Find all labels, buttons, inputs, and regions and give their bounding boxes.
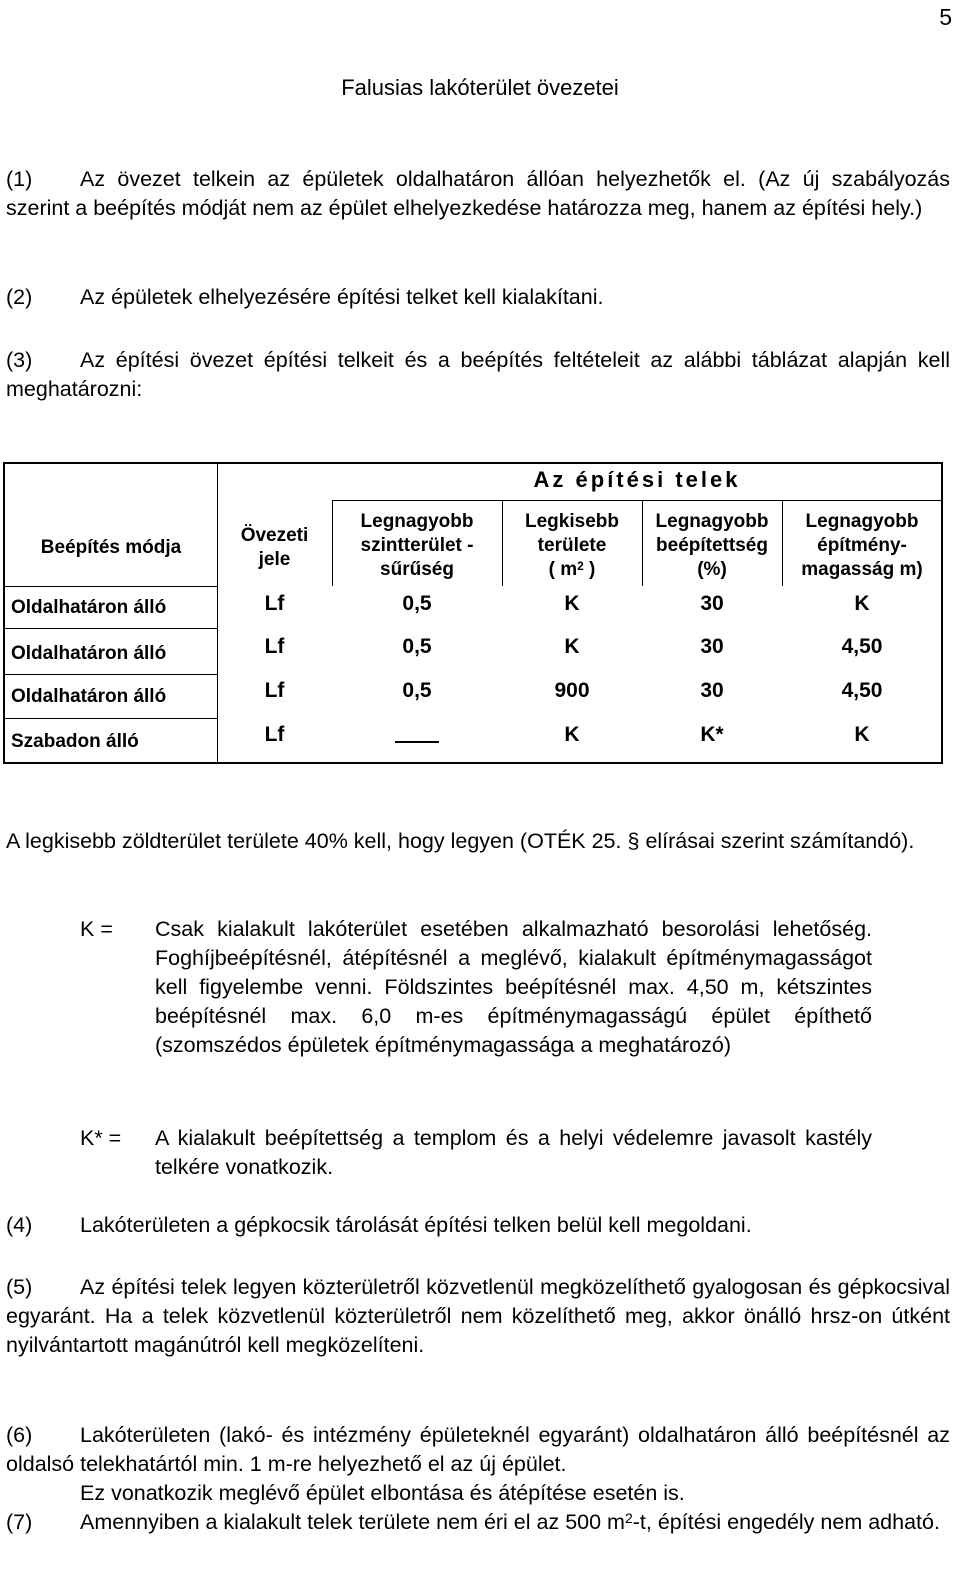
header-min-area: Legkisebb területe ( $m^2$ ) [525, 511, 619, 580]
page-number: 5 [939, 4, 952, 30]
table-row-coverage: 30 [700, 635, 724, 658]
section-symbol: § [627, 829, 640, 853]
paragraph-number: (4) [6, 1213, 33, 1237]
header-mode: Beépítés módja [40, 537, 182, 558]
table-row-zone: Lf [264, 592, 285, 615]
table-row-zone: Lf [264, 679, 285, 702]
table-row-height: K [854, 592, 870, 615]
paragraph-3 [6, 346, 950, 404]
paragraph-number: (3) [6, 348, 33, 372]
table-row-zone: Lf [264, 635, 285, 658]
page-title: Falusias lakóterület övezetei [341, 75, 619, 100]
table-row-coverage: 30 [700, 592, 724, 615]
paragraph-number: (5) [6, 1275, 33, 1299]
green-area-note: A legkisebb zöldterület területe 40% kell, hogy legyen (OTÉK 25. § elírásai szerint számítandó). [6, 829, 915, 853]
legend-text: Csak kialakult lakóterület esetében alkalmazható besorolási lehetőség. Foghíjbeépítésnél, átépítésnél a meglévő, kialakult építménymagasságot kell figyelembe venni. Földszintes beépítésnél max. 4,50 m, kétszintes beépítésnél max. 6,0 m-es építménymagasságú épület építhető (szomszédos épületek építménymagassága a meghatározó) [155, 917, 872, 1057]
table-row-zone: Lf [264, 723, 285, 746]
paragraph-text-continued: Ez vonatkozik meglévő épület elbontása és átépítése esetén is. [80, 1481, 685, 1505]
table-row-area: K [564, 592, 580, 615]
table-row-density: 0,5 [402, 635, 432, 658]
table-group-header: Az építési telek [533, 467, 741, 492]
legend-key: K = [80, 917, 113, 941]
paragraph-number: (1) [6, 167, 33, 191]
table-row-density: 0,5 [402, 592, 432, 615]
empty-value-dash [395, 727, 439, 743]
header-coverage: Legnagyobb beépítettség (%) [655, 511, 769, 580]
legend-k-star [80, 1124, 950, 1184]
table-row-density: 0,5 [402, 679, 432, 702]
header-height: Legnagyobb építmény- magasság m) [801, 511, 923, 580]
paragraph-text: Az építési telek legyen közterületről közvetlenül megközelíthető gyalogosan és gépkocsival egyaránt. Ha a telek közvetlenül közterületről nem közelíthető meg, akkor önálló hrsz-on útként nyilvántartott magánútról kell megközelíteni. [6, 1275, 950, 1357]
paragraph-text: Az épületek elhelyezésére építési telket kell kialakítani. [80, 285, 604, 309]
table-row-density-empty [332, 725, 502, 749]
paragraph-number: (2) [6, 285, 33, 309]
paragraph-text: Az övezet telkein az épületek oldalhatáron állóan helyezhetők el. (Az új szabályozás szerint a beépítés módját nem az épület elhelyezkedése határozza meg, hanem az építési hely.) [6, 167, 950, 220]
paragraph-7: (7) Amennyiben a kialakult telek területe nem éri el az 500 $m^2-t$, építési engedély nem adható. [6, 1508, 950, 1537]
building-conditions-table [3, 462, 943, 764]
table-row-mode: Szabadon álló [11, 731, 139, 752]
paragraph-text: Lakóterületen (lakó- és intézmény épületeknél egyaránt) oldalhatáron álló beépítésnél az oldalsó telekhatártól min. 1 m-re helyezhető el az új épület. [6, 1423, 950, 1476]
paragraph-text: Az építési övezet építési telkeit és a beépítés feltételeit az alábbi táblázat alapján kell meghatározni: [6, 348, 950, 401]
table-row-mode: Oldalhatáron álló [11, 597, 167, 618]
table-row-height: K [854, 723, 870, 746]
paragraph-5 [6, 1273, 950, 1360]
table-row-height: 4,50 [841, 635, 883, 658]
legend-key: K* = [80, 1126, 122, 1150]
table-row-height: 4,50 [841, 679, 883, 702]
paragraph-4 [6, 1211, 950, 1240]
paragraph-number: (7) [6, 1510, 33, 1534]
legend-text: A kialakult beépítettség a templom és a helyi védelemre javasolt kastély telkére vonatkozik. [155, 1126, 872, 1179]
legend-k [80, 915, 950, 1095]
table-row-area: 900 [554, 679, 590, 702]
paragraph-1 [6, 165, 950, 223]
header-density: Legnagyobb szintterület - sűrűség [360, 511, 474, 580]
table-row-coverage: K* [700, 723, 724, 746]
table-row-coverage: 30 [700, 679, 724, 702]
paragraph-2 [6, 283, 950, 312]
header-zone: Övezeti jele [240, 525, 309, 570]
table-row-area: K [564, 635, 580, 658]
paragraph-number: (6) [6, 1423, 33, 1447]
table-row-mode: Oldalhatáron álló [11, 686, 167, 707]
paragraph-6 [6, 1421, 950, 1508]
paragraph-text: Lakóterületen a gépkocsik tárolását építési telken belül kell megoldani. [80, 1213, 752, 1237]
table-row-area: K [564, 723, 580, 746]
table-row-mode: Oldalhatáron álló [11, 643, 167, 664]
